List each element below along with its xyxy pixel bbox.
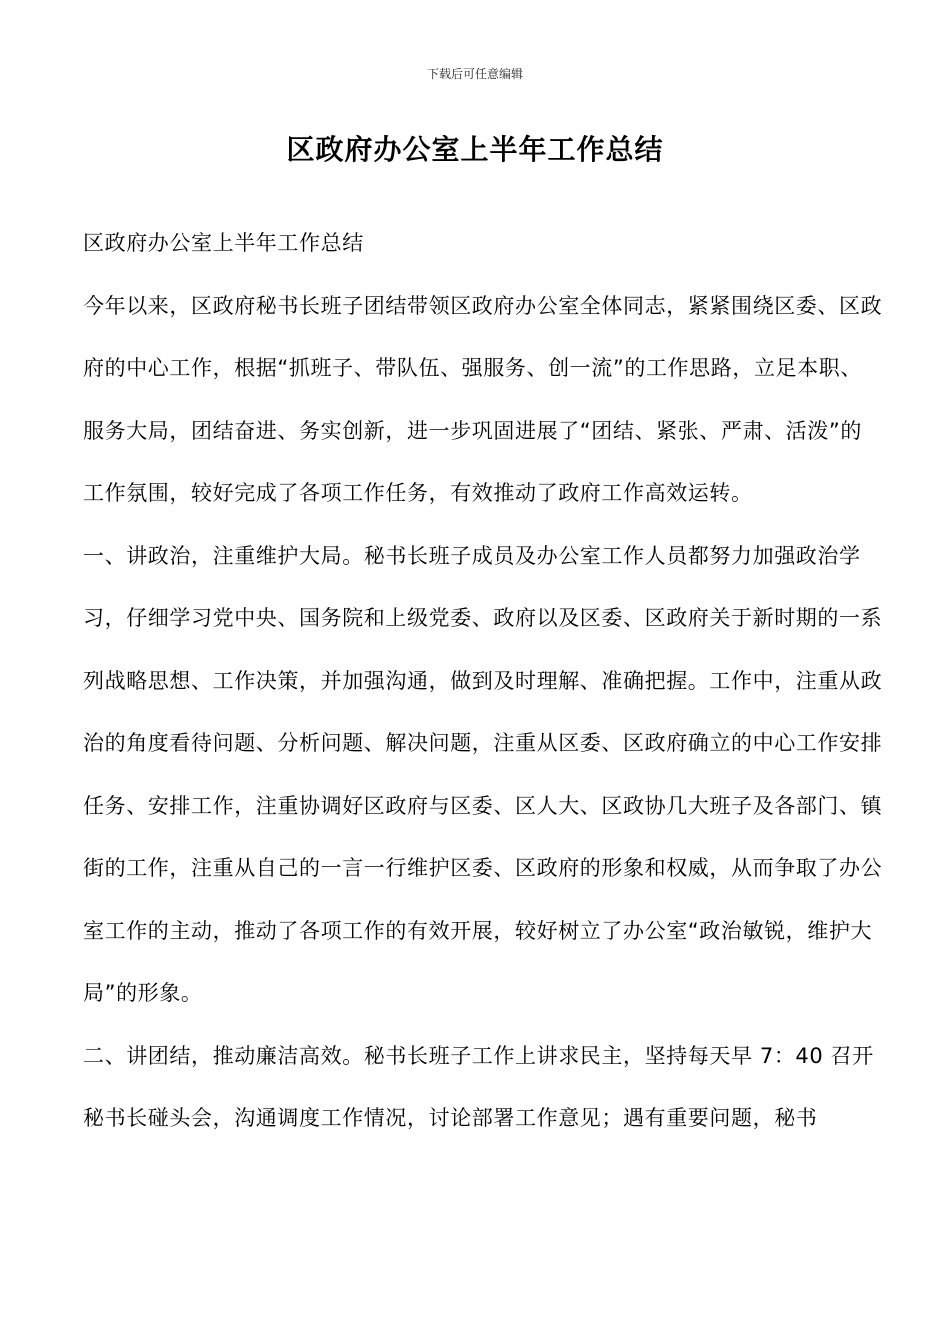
document-body bbox=[83, 212, 883, 1150]
intro-paragraph: 今年以来，区政府秘书长班子团结带领区政府办公室全体同志，紧紧围绕区委、区政府的中心工作，根据“抓班子、带队伍、强服务、创一流”的工作思路，立足本职、服务大局，团结奋进、务实创新，进一步巩固进展了“团结、紧张、严肃、活泼”的工作氛围，较好完成了各项工作任务，有效推动了政府工作高效运转。 bbox=[83, 293, 883, 505]
header-note: 下载后可任意编辑 bbox=[426, 67, 523, 81]
section-two-paragraph: 二、讲团结，推动廉洁高效。秘书长班子工作上讲求民主，坚持每天早 7：40 召开秘书长碰头会，沟通调度工作情况，讨论部署工作意见；遇有重要问题，秘书 bbox=[83, 1043, 874, 1130]
section-one-paragraph: 一、讲政治，注重维护大局。秘书长班子成员及办公室工作人员都努力加强政治学习，仔细学习党中央、国务院和上级党委、政府以及区委、区政府关于新时期的一系列战略思想、工作决策，并加强沟通，做到及时理解、准确把握。工作中，注重从政治的角度看待问题、分析问题、解决问题，注重从区委、区政府确立的中心工作安排任务、安排工作，注重协调好区政府与区委、区人大、区政协几大班子及各部门、镇街的工作，注重从自己的一言一行维护区委、区政府的形象和权威，从而争取了办公室工作的主动，推动了各项工作的有效开展，较好树立了办公室“政治敏锐，维护大局”的形象。 bbox=[83, 543, 883, 1005]
document-title: 区政府办公室上半年工作总结 bbox=[286, 133, 664, 166]
subtitle-paragraph: 区政府办公室上半年工作总结 bbox=[83, 231, 364, 255]
